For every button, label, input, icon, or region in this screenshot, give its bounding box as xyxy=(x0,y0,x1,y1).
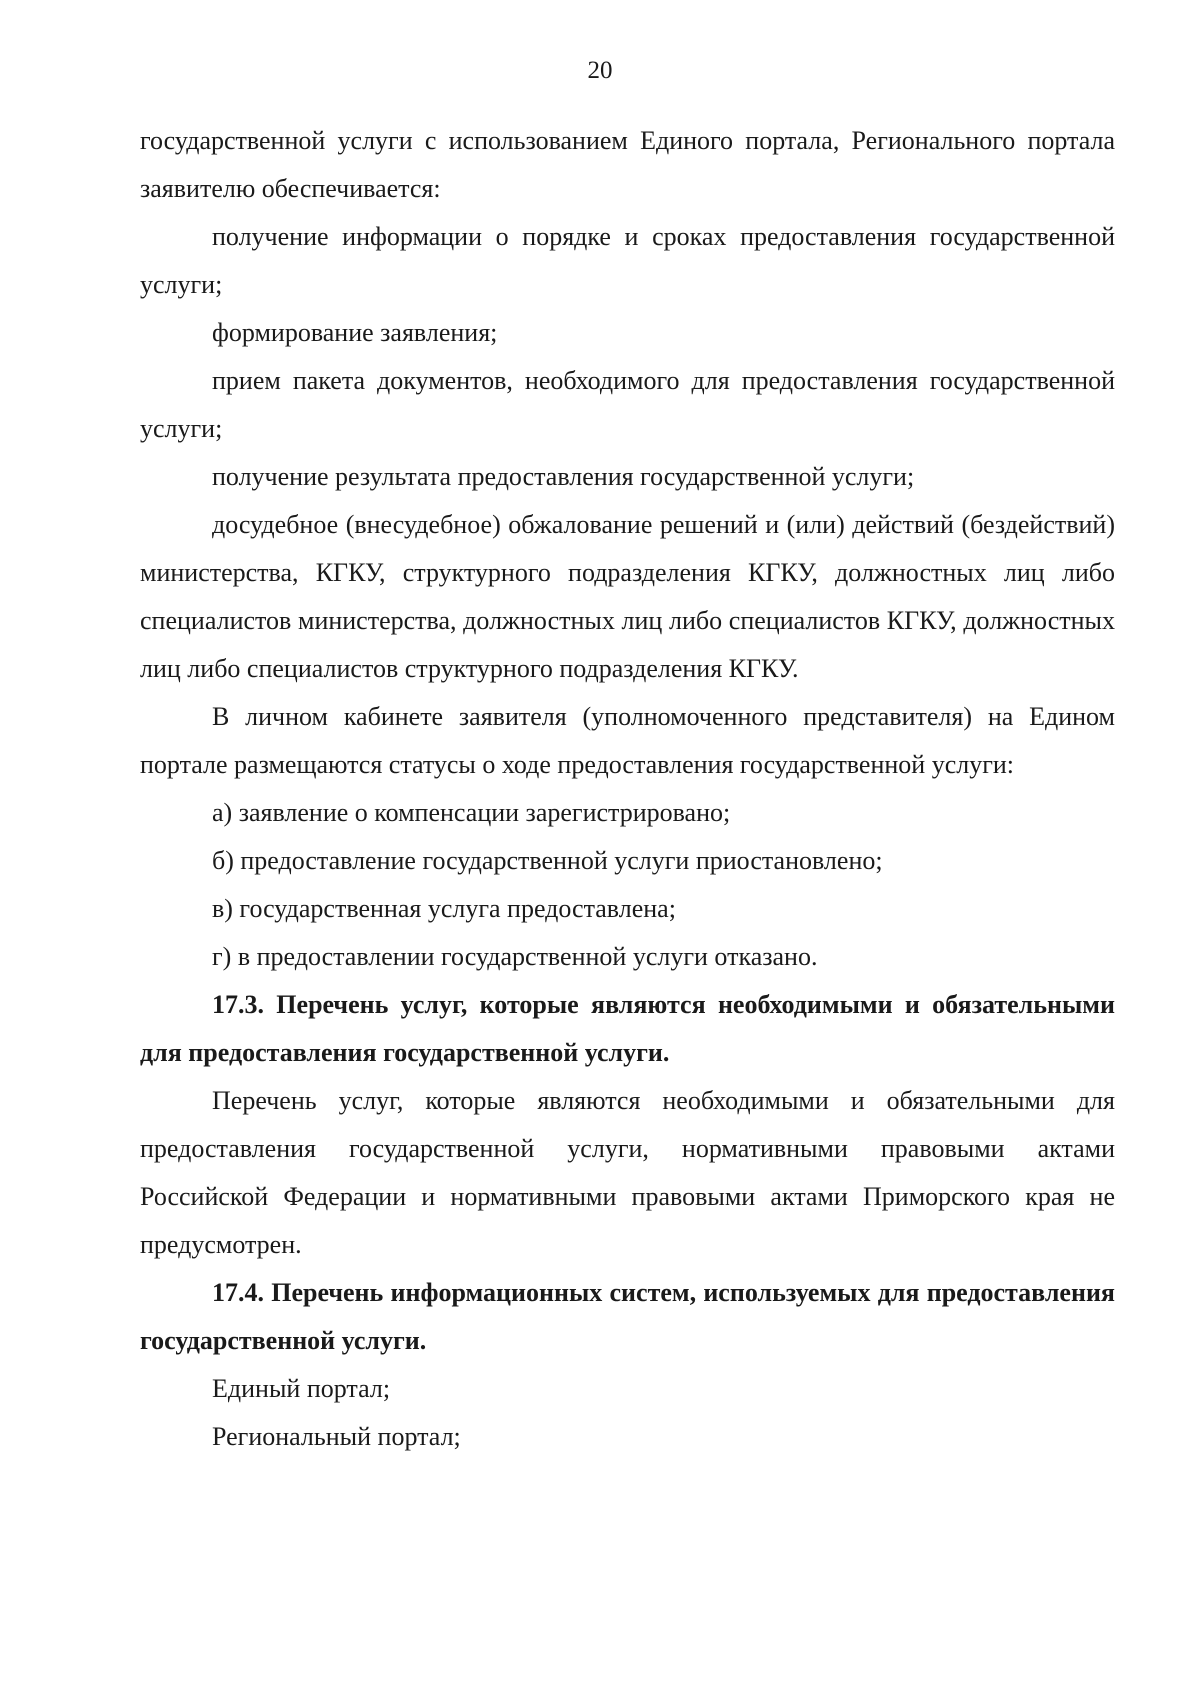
list-item-appeal: досудебное (внесудебное) обжалование решений и (или) действий (бездействий) министерства, КГКУ, структурного подразделения КГКУ, должностных лиц либо специалистов министерства, должностных лиц либо специалистов КГКУ, должностных лиц либо специалистов структурного подразделения КГКУ. xyxy=(140,510,1115,683)
status-item-b: б) предоставление государственной услуги приостановлено; xyxy=(212,846,883,875)
section-heading-17-3: 17.3. Перечень услуг, которые являются необходимыми и обязательными для предоставления государственной услуги. xyxy=(140,990,1115,1067)
list-item-form: формирование заявления; xyxy=(212,318,498,347)
paragraph-cabinet: В личном кабинете заявителя (уполномоченного представителя) на Едином портале размещаются статусы о ходе предоставления государственной услуги: xyxy=(140,702,1115,779)
list-item-info: получение информации о порядке и сроках предоставления государственной услуги; xyxy=(140,222,1115,299)
list-item-result: получение результата предоставления государственной услуги; xyxy=(212,462,915,491)
section-heading-17-4: 17.4. Перечень информационных систем, используемых для предоставления государственной услуги. xyxy=(140,1278,1115,1355)
system-item-regional: Региональный портал; xyxy=(212,1422,461,1451)
list-item-accept: прием пакета документов, необходимого для предоставления государственной услуги; xyxy=(140,366,1115,443)
status-item-c: в) государственная услуга предоставлена; xyxy=(212,894,676,923)
paragraph-17-3: Перечень услуг, которые являются необходимыми и обязательными для предоставления государственной услуги, нормативными правовыми актами Российской Федерации и нормативными правовыми актами Приморского края не предусмотрен. xyxy=(140,1086,1115,1259)
paragraph-intro: государственной услуги с использованием Единого портала, Регионального портала заявителю обеспечивается: xyxy=(140,126,1115,203)
page-number: 20 xyxy=(587,57,613,84)
status-item-a: а) заявление о компенсации зарегистрировано; xyxy=(212,798,731,827)
document-body xyxy=(140,117,1115,1461)
status-item-d: г) в предоставлении государственной услуги отказано. xyxy=(212,942,818,971)
system-item-unified: Единый портал; xyxy=(212,1374,391,1403)
